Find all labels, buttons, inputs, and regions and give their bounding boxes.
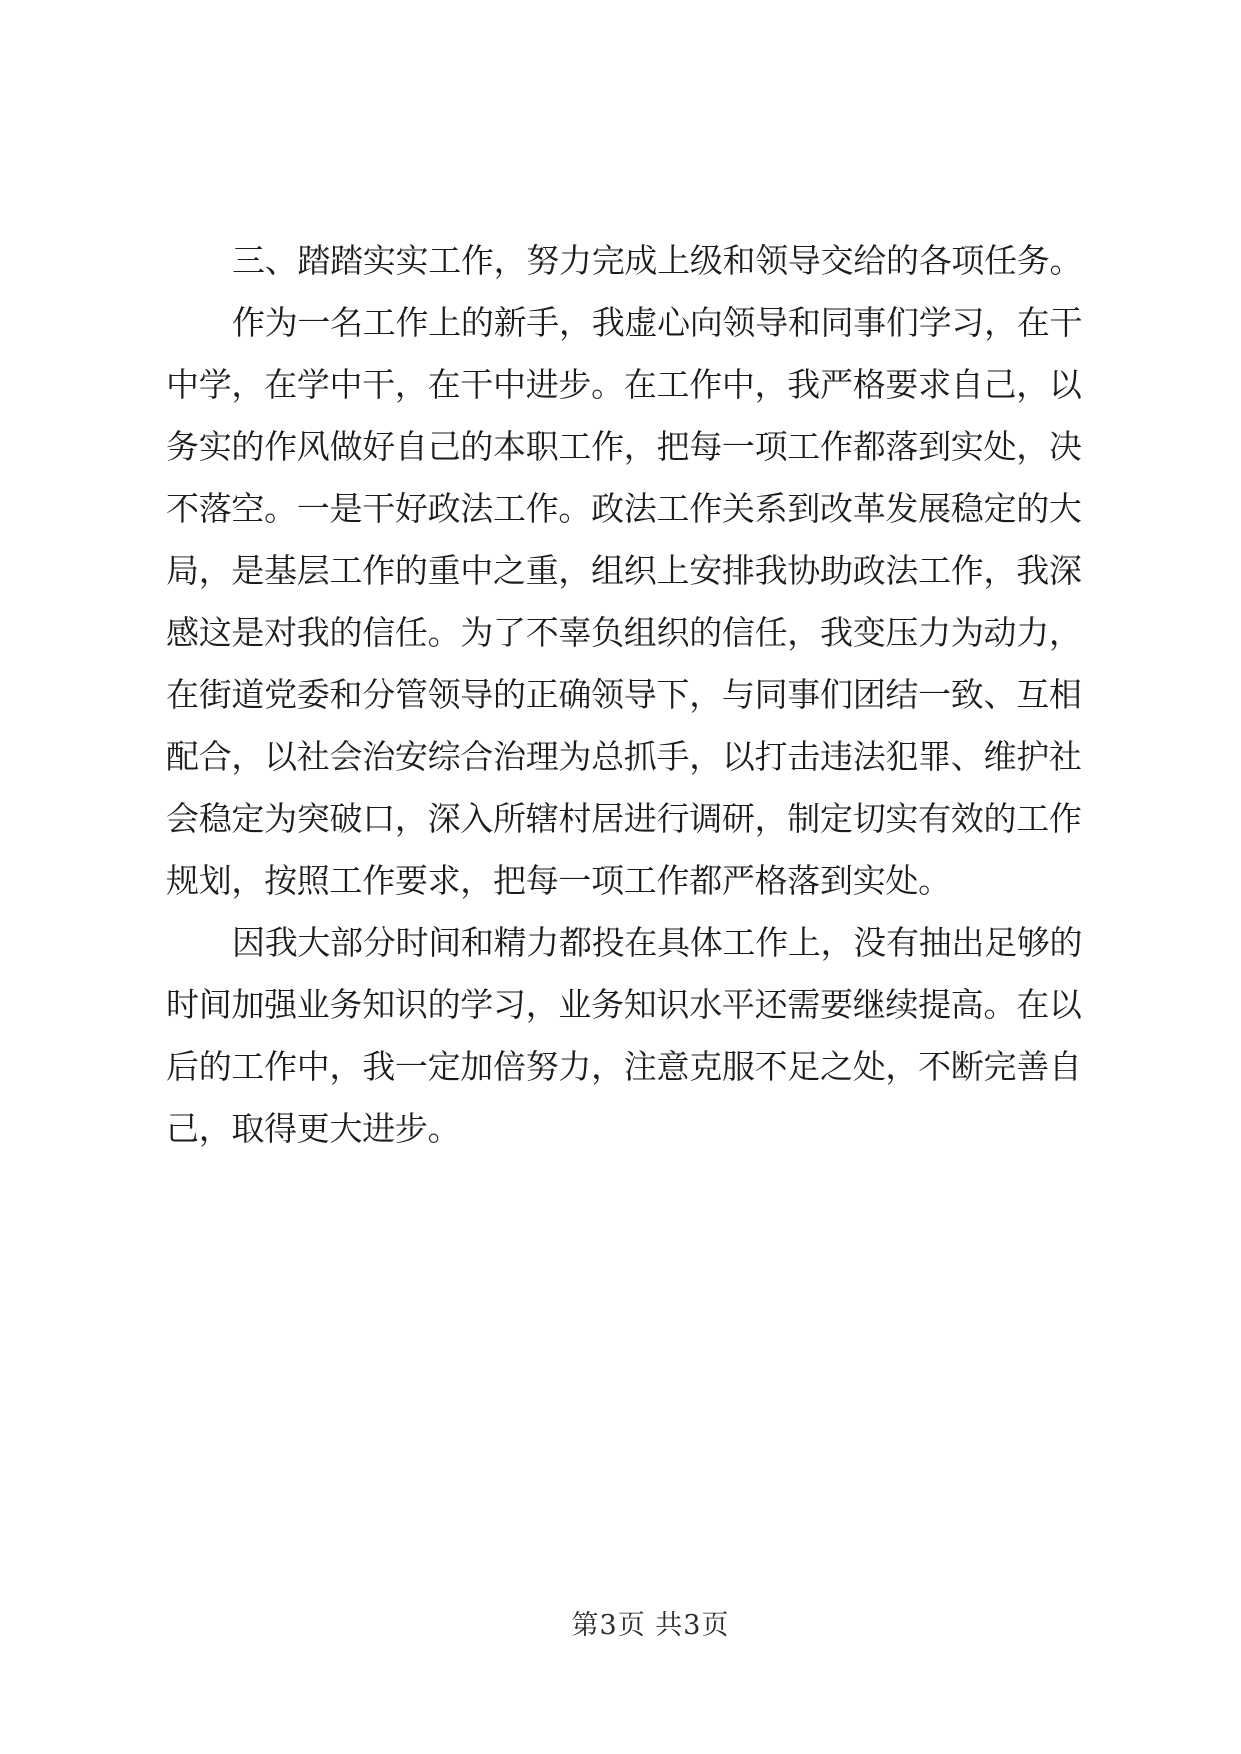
text-line: 中学，在学中干，在干中进步。在工作中，我严格要求自己，以	[166, 365, 1082, 404]
text-line: 配合，以社会治安综合治理为总抓手，以打击违法犯罪、维护社	[166, 737, 1082, 776]
text-line: 务实的作风做好自己的本职工作，把每一项工作都落到实处，决	[166, 427, 1082, 466]
page-footer	[60, 1606, 1241, 1646]
text-line: 规划，按照工作要求，把每一项工作都严格落到实处。	[166, 861, 951, 900]
text-line: 己，取得更大进步。	[166, 1109, 461, 1148]
text-line: 感这是对我的信任。为了不辜负组织的信任，我变压力为动力，	[166, 613, 1082, 652]
text-line: 作为一名工作上的新手，我虚心向领导和同事们学习，在干	[232, 303, 1083, 342]
document-body	[166, 230, 1086, 1160]
text-line: 因我大部分时间和精力都投在具体工作上，没有抽出足够的	[232, 923, 1083, 962]
text-line: 会稳定为突破口，深入所辖村居进行调研，制定切实有效的工作	[166, 799, 1082, 838]
page-number-label: 第3页 共3页	[571, 1610, 730, 1641]
text-line: 后的工作中，我一定加倍努力，注意克服不足之处，不断完善自	[166, 1047, 1082, 1086]
text-line: 不落空。一是干好政法工作。政法工作关系到改革发展稳定的大	[166, 489, 1082, 528]
text-line: 时间加强业务知识的学习，业务知识水平还需要继续提高。在以	[166, 985, 1082, 1024]
text-line: 局，是基层工作的重中之重，组织上安排我协助政法工作，我深	[166, 551, 1082, 590]
text-line: 在街道党委和分管领导的正确领导下，与同事们团结一致、互相	[166, 675, 1082, 714]
text-line: 三、踏踏实实工作，努力完成上级和领导交给的各项任务。	[232, 241, 1083, 280]
